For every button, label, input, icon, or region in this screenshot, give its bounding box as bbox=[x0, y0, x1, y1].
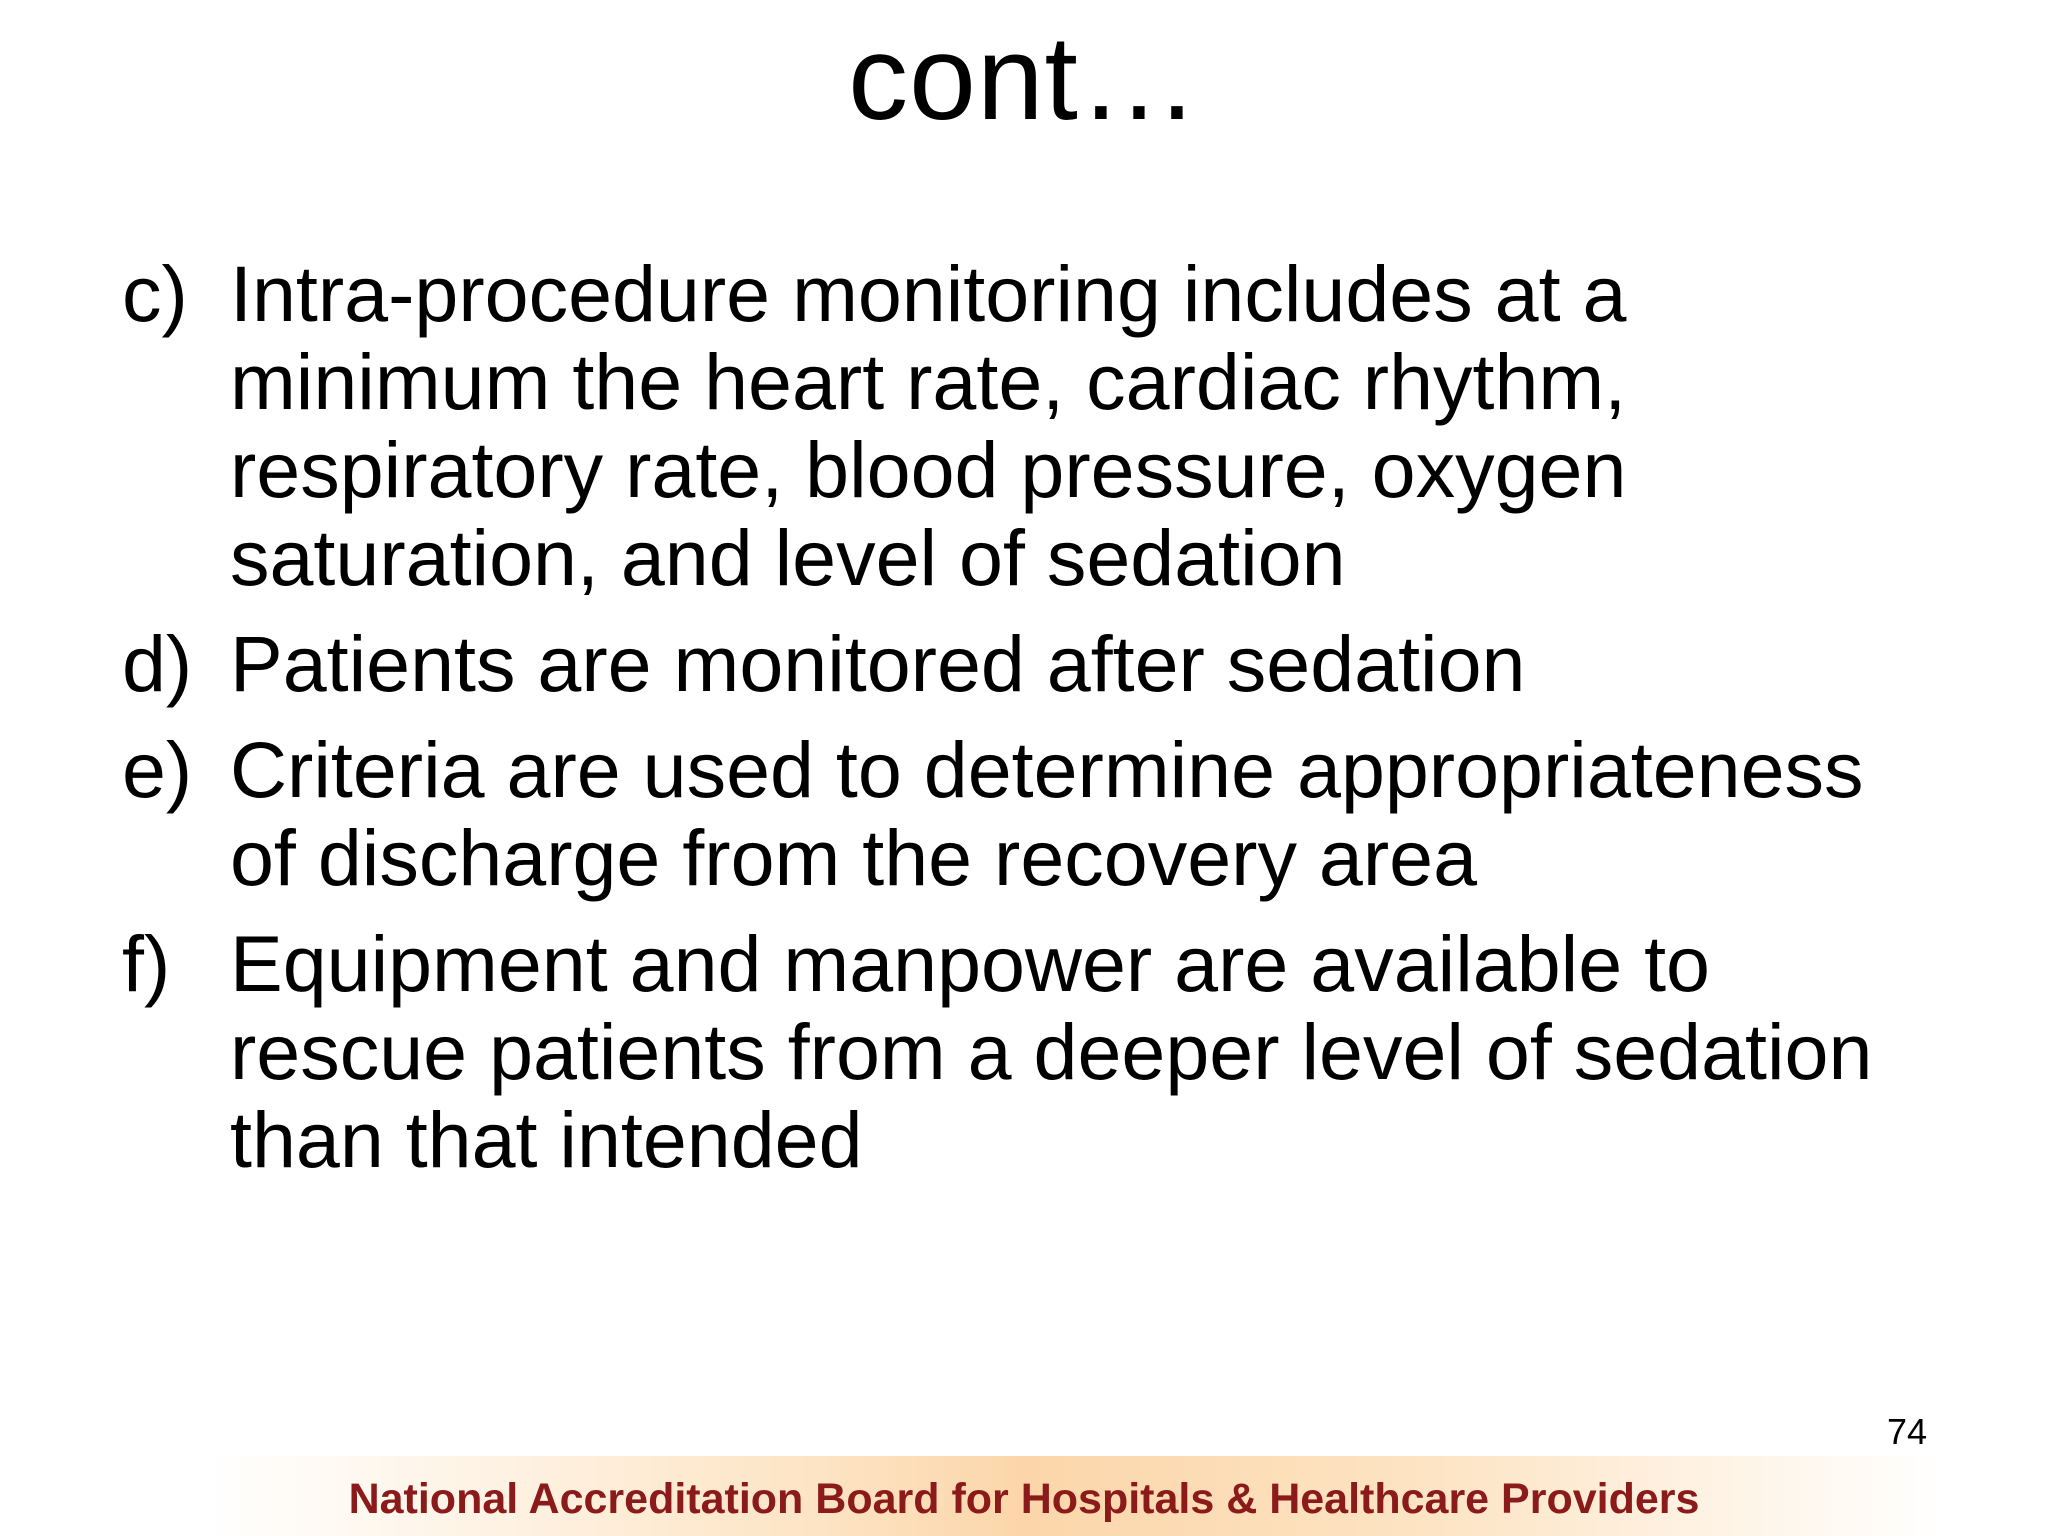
list-item bbox=[122, 920, 1982, 1184]
list-item bbox=[122, 620, 1982, 708]
list-item bbox=[122, 726, 1982, 902]
item-text: Criteria are used to determine appropriateness of discharge from the recovery area bbox=[230, 725, 1864, 902]
bullet-list bbox=[122, 250, 1982, 1202]
item-marker: f) bbox=[122, 919, 171, 1008]
page-number: 74 bbox=[1886, 1411, 1927, 1452]
item-text: Intra-procedure monitoring includes at a minimum the heart rate, cardiac rhythm, respiratory rate, blood pressure, oxygen saturation, and level of sedation bbox=[230, 249, 1627, 602]
item-text: Equipment and manpower are available to rescue patients from a deeper level of sedation than that intended bbox=[230, 919, 1873, 1184]
item-marker: e) bbox=[122, 725, 193, 814]
item-text: Patients are monitored after sedation bbox=[230, 619, 1526, 708]
slide-title: cont… bbox=[848, 11, 1200, 145]
item-marker: c) bbox=[122, 249, 188, 338]
list-item bbox=[122, 250, 1982, 602]
item-marker: d) bbox=[122, 619, 193, 708]
footer-organization: National Accreditation Board for Hospitals & Healthcare Providers bbox=[348, 1475, 1700, 1523]
